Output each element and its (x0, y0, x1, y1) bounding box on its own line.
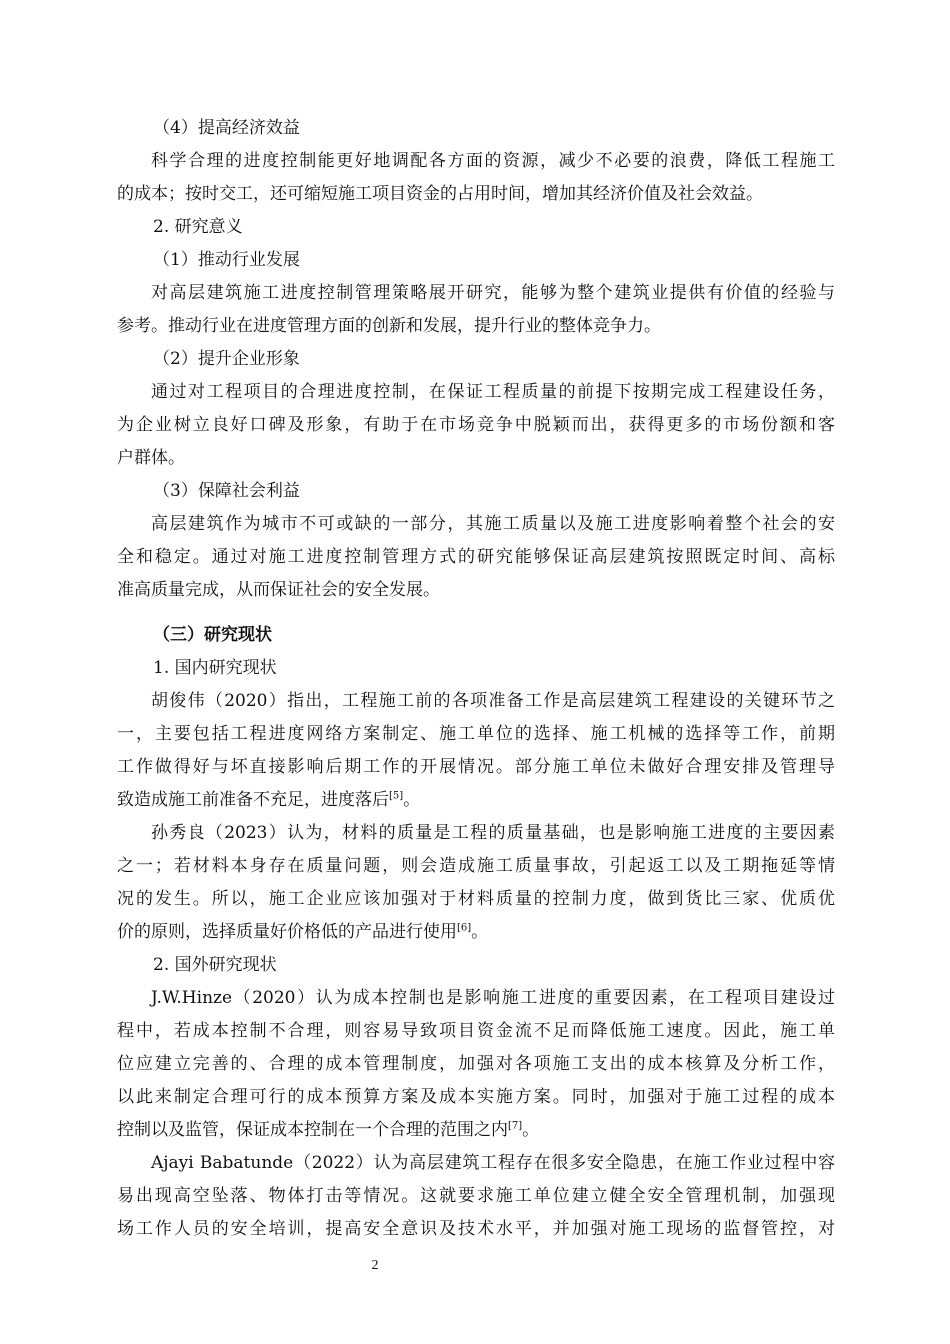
line-text: 场工作人员的安全培训，提高安全意识及技术水平，并加强对施工现场的监督管控，对 (117, 1219, 835, 1239)
line-text: 价的原则，选择质量好价格低的产品进行使用 (117, 922, 457, 942)
line-text: 况的发生。所以，施工企业应该加强对于材料质量的控制力度，做到货比三家、优质优 (117, 889, 835, 909)
line-text: 户群体。 (117, 448, 185, 468)
paragraph-line (117, 1213, 835, 1246)
line-text: 的成本；按时交工，还可缩短施工项目资金的占用时间，增加其经济价值及社会效益。 (117, 184, 763, 204)
line-text: 对高层建筑施工进度控制管理策略展开研究，能够为整个建筑业提供有价值的经验与 (151, 283, 835, 303)
line-text: 全和稳定。通过对施工进度控制管理方式的研究能够保证高层建筑按照既定时间、高标 (117, 547, 835, 567)
line-text: （2）提升企业形象 (153, 349, 300, 369)
paragraph-line (117, 883, 835, 916)
paragraph-line (117, 850, 835, 883)
line-text: 为企业树立良好口碑及形象，有助于在市场竞争中脱颖而出，获得更多的市场份额和客 (117, 415, 835, 435)
line-text: 准高质量完成，从而保证社会的安全发展。 (117, 580, 440, 600)
line-text: 胡俊伟（2020）指出，工程施工前的各项准备工作是高层建筑工程建设的关键环节之 (151, 691, 835, 711)
paragraph-line (117, 1048, 835, 1081)
citation-ref: [7] (508, 1120, 523, 1132)
paragraph-first-line (117, 685, 835, 718)
line-text: 1. 国内研究现状 (153, 658, 277, 678)
paragraph-line (117, 1081, 835, 1114)
subheading (117, 112, 835, 145)
paragraph-line (117, 178, 835, 211)
line-text: 工作做得好与坏直接影响后期工作的开展情况。部分施工单位未做好合理安排及管理导 (117, 757, 835, 777)
paragraph-first-line (117, 982, 835, 1015)
paragraph-first-line (117, 817, 835, 850)
line-text: （三）研究现状 (153, 625, 272, 645)
line-text: 控制以及监管，保证成本控制在一个合理的范围之内 (117, 1120, 508, 1140)
paragraph-line (117, 1180, 835, 1213)
line-tail: 。 (403, 790, 421, 810)
line-text: 参考。推动行业在进度管理方面的创新和发展，提升行业的整体竞争力。 (117, 316, 661, 336)
page-number: 2 (371, 1258, 379, 1273)
line-text: J.W.Hinze（2020）认为成本控制也是影响施工进度的重要因素，在工程项目建设过 (151, 988, 835, 1008)
subheading (117, 949, 835, 982)
line-text: 致造成施工前准备不充足，进度落后 (117, 790, 389, 810)
line-text: 2. 研究意义 (153, 217, 243, 237)
line-text: 位应建立完善的、合理的成本管理制度，加强对各项施工支出的成本核算及分析工作， (117, 1054, 835, 1074)
line-text: 以此来制定合理可行的成本预算方案及成本实施方案。同时，加强对于施工过程的成本 (117, 1087, 835, 1107)
paragraph-line (117, 310, 835, 343)
citation-ref: [6] (457, 922, 472, 934)
line-text: 高层建筑作为城市不可或缺的一部分，其施工质量以及施工进度影响着整个社会的安 (151, 514, 835, 534)
line-text: 易出现高空坠落、物体打击等情况。这就要求施工单位建立健全安全管理机制，加强现 (117, 1186, 835, 1206)
line-tail: 。 (471, 922, 489, 942)
paragraph-line (117, 1015, 835, 1048)
paragraph-line (117, 784, 835, 817)
subheading (117, 244, 835, 277)
paragraph-line (117, 718, 835, 751)
paragraph-first-line (117, 376, 835, 409)
line-tail: 。 (522, 1120, 540, 1140)
line-text: 一，主要包括工程进度网络方案制定、施工单位的选择、施工机械的选择等工作，前期 (117, 724, 835, 744)
line-text: （3）保障社会利益 (153, 481, 300, 501)
paragraph-line (117, 574, 835, 607)
line-text: 孙秀良（2023）认为，材料的质量是工程的质量基础，也是影响施工进度的主要因素 (151, 823, 835, 843)
subheading (117, 343, 835, 376)
line-text: （1）推动行业发展 (153, 250, 300, 270)
line-text: 之一；若材料本身存在质量问题，则会造成施工质量事故，引起返工以及工期拖延等情 (117, 856, 835, 876)
line-text: 2. 国外研究现状 (153, 955, 277, 975)
section-heading (117, 619, 835, 652)
paragraph-first-line (117, 277, 835, 310)
line-text: 程中，若成本控制不合理，则容易导致项目资金流不足而降低施工速度。因此，施工单 (117, 1021, 835, 1041)
citation-ref: [5] (389, 790, 404, 802)
body-text (117, 112, 835, 1246)
subheading (117, 652, 835, 685)
paragraph-line (117, 409, 835, 442)
paragraph-line (117, 442, 835, 475)
line-text: 通过对工程项目的合理进度控制，在保证工程质量的前提下按期完成工程建设任务， (151, 382, 835, 402)
paragraph-line (117, 541, 835, 574)
subheading (117, 475, 835, 508)
section-gap (117, 607, 835, 619)
paragraph-line (117, 1114, 835, 1147)
line-text: （4）提高经济效益 (153, 118, 300, 138)
subheading (117, 211, 835, 244)
line-text: Ajayi Babatunde（2022）认为高层建筑工程存在很多安全隐患，在施工作业过程中容 (151, 1153, 835, 1173)
paragraph-line (117, 916, 835, 949)
paragraph-first-line (117, 145, 835, 178)
paragraph-line (117, 751, 835, 784)
paragraph-first-line (117, 1147, 835, 1180)
line-text: 科学合理的进度控制能更好地调配各方面的资源，减少不必要的浪费，降低工程施工 (151, 151, 835, 171)
paragraph-first-line (117, 508, 835, 541)
